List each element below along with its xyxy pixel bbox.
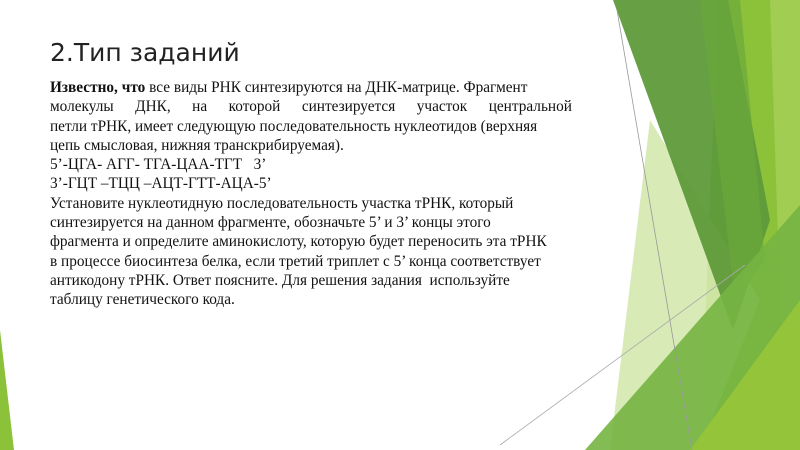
text-line-8: синтезируется на данном фрагменте, обозначьте 5’ и 3’ концы этого	[50, 214, 491, 232]
text-line-4: цепь смысловая, нижняя транскрибируемая).	[50, 136, 344, 154]
word: центральной	[488, 98, 572, 116]
text-line-10: в процессе биосинтеза белка, если третий триплет с 5’ конца соответствует	[50, 252, 541, 270]
text-line-11: антикодону тРНК. Ответ поясните. Для решения задания используйте	[50, 271, 510, 289]
text-line-2	[50, 97, 572, 116]
word: на	[192, 98, 208, 116]
text-line-3: петли тРНК, имеет следующую последовательность нуклеотидов (верхняя	[50, 117, 538, 135]
left-green-sliver	[0, 330, 14, 450]
dna-sense-strand: 5’-ЦГА- АГГ- ТГА-ЦАА-ТГТ 3’	[50, 156, 267, 174]
text-line-9: фрагмента и определите аминокислоту, которую будет переносить эта тРНК	[50, 233, 547, 251]
word: участок	[416, 98, 468, 116]
word: молекулы	[50, 98, 114, 116]
text-span: все виды РНК синтезируются на ДНК-матрице. Фрагмент	[145, 79, 528, 96]
task-text	[50, 78, 610, 310]
text-line-12: таблицу генетического кода.	[50, 291, 235, 309]
word: которой	[228, 98, 281, 116]
text-line-7: Установите нуклеотидную последовательность участка тРНК, который	[50, 194, 514, 212]
word: ДНК,	[135, 98, 171, 116]
word: синтезируется	[301, 98, 396, 116]
text-line-1	[50, 78, 610, 97]
slide-title: 2.Тип заданий	[50, 38, 240, 67]
dna-template-strand: 3’-ГЦТ –ТЦЦ –АЦТ-ГТТ-АЦА-5’	[50, 175, 272, 193]
intro-bold: Известно, что	[50, 79, 146, 96]
